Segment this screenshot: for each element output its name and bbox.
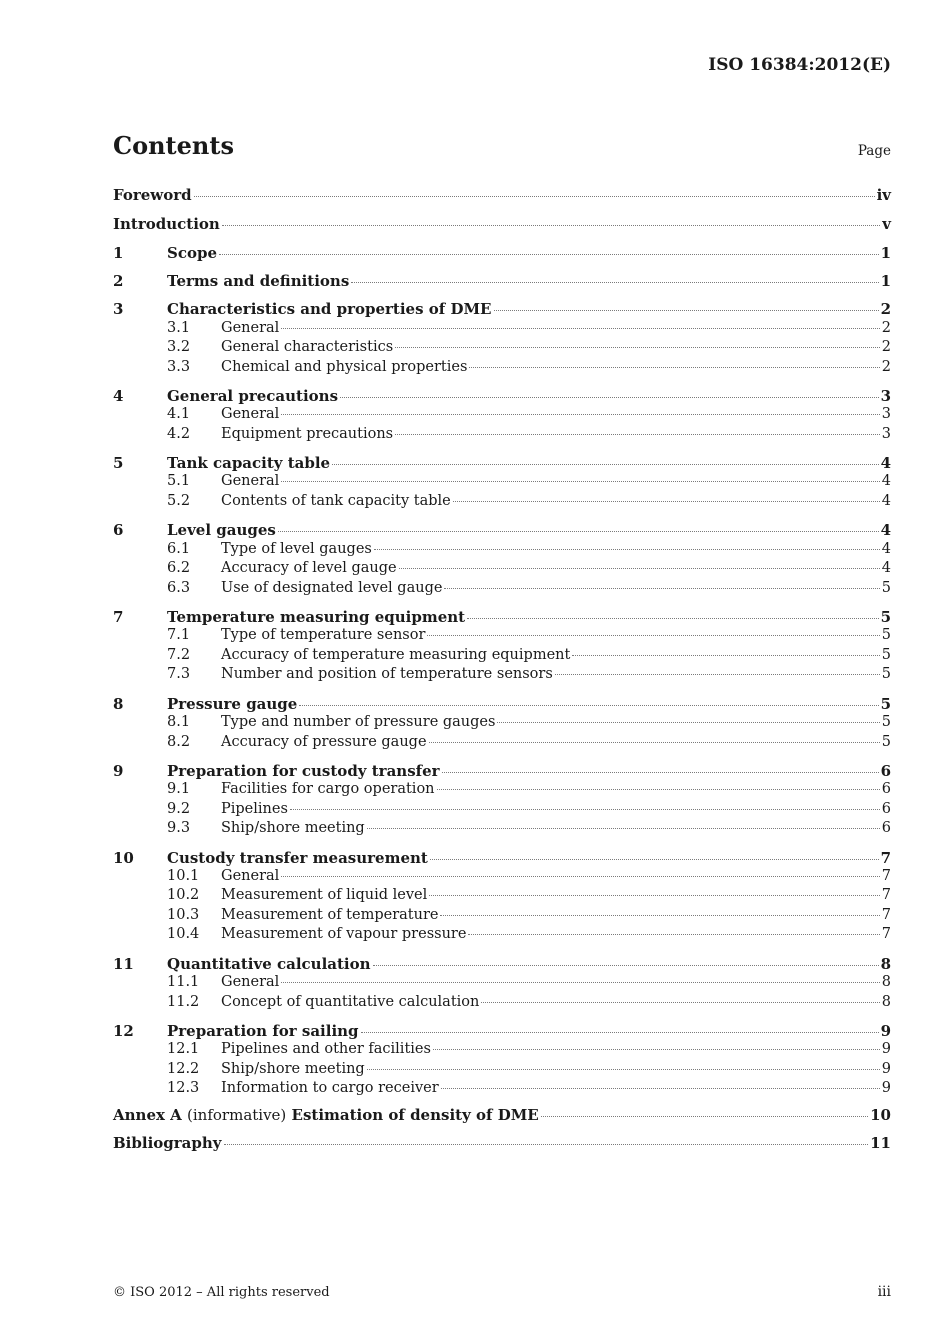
- section-number: 5: [113, 454, 124, 473]
- dot-leader: [430, 858, 879, 860]
- toc-entry-foreword[interactable]: [113, 186, 891, 215]
- dot-leader: [399, 567, 880, 569]
- dot-leader: [332, 463, 878, 465]
- toc-entry-label: [113, 1106, 539, 1124]
- section-title: Scope: [167, 244, 218, 262]
- subsection-title: Pipelines and other facilities: [221, 1041, 431, 1058]
- subsection-title: General: [221, 406, 280, 423]
- toc-subsection-9-3[interactable]: [113, 820, 891, 840]
- subsection-number: 3.3: [167, 358, 191, 375]
- subsection-page: 9: [881, 1041, 891, 1058]
- dot-leader: [467, 617, 878, 619]
- toc-section-8[interactable]: [113, 695, 891, 714]
- toc-subsection-10-1[interactable]: [113, 868, 891, 888]
- section-number: 11: [113, 954, 134, 973]
- toc-entry-label: Foreword: [113, 186, 192, 204]
- toc-subsection-11-2[interactable]: [113, 994, 891, 1014]
- subsection-number: 4.1: [167, 406, 191, 423]
- subsection-number: 5.2: [167, 492, 191, 509]
- section-title: Tank capacity table: [167, 454, 331, 473]
- dot-leader: [361, 1031, 879, 1033]
- subsection-number: 10.1: [167, 867, 200, 884]
- dot-leader: [340, 396, 879, 398]
- toc-subsection-9-1[interactable]: [113, 781, 891, 801]
- subsection-title: Number and position of temperature sensors: [221, 666, 553, 683]
- subsection-number: 6.2: [167, 560, 191, 577]
- subsection-number: 7.3: [167, 666, 191, 683]
- section-number: 6: [113, 521, 124, 540]
- section-title: Quantitative calculation: [167, 954, 371, 973]
- subsection-page: 5: [881, 733, 891, 750]
- section-number: 1: [113, 244, 124, 262]
- section-number: 12: [113, 1022, 134, 1041]
- section-page: 1: [880, 272, 891, 291]
- section-title: Preparation for custody transfer: [167, 762, 440, 780]
- subsection-page: 3: [881, 425, 891, 442]
- section-number: 10: [113, 848, 134, 867]
- section-page: 2: [880, 300, 891, 319]
- section-page: 8: [880, 954, 891, 973]
- dot-leader: [278, 530, 879, 532]
- document-id: ISO 16384:2012(E): [708, 55, 891, 75]
- toc-entry-page: 11: [870, 1134, 891, 1153]
- section-title: Preparation for sailing: [167, 1022, 359, 1041]
- section-page: 1: [880, 244, 891, 262]
- subsection-title: Use of designated level gauge: [221, 579, 443, 596]
- dot-leader: [429, 741, 880, 743]
- section-number: 2: [113, 272, 124, 291]
- subsection-number: 12.3: [167, 1080, 200, 1097]
- dot-leader: [395, 433, 880, 435]
- subsection-page: 5: [881, 666, 891, 683]
- section-title: Characteristics and properties of DME: [167, 300, 492, 319]
- section-page: 9: [880, 1022, 891, 1041]
- subsection-number: 9.2: [167, 800, 191, 817]
- subsection-number: 3.2: [167, 339, 191, 356]
- section-number: 8: [113, 694, 124, 713]
- toc-subsection-7-3[interactable]: [113, 666, 891, 686]
- subsection-title: General: [221, 319, 280, 336]
- toc-subsection-12-3[interactable]: [113, 1080, 891, 1100]
- subsection-title: Type and number of pressure gauges: [221, 714, 496, 730]
- page-column-label: Page: [857, 143, 891, 159]
- toc-subsection-7-1[interactable]: [113, 627, 891, 647]
- toc-section-4[interactable]: [113, 387, 891, 406]
- toc-entry-label: Bibliography: [113, 1134, 222, 1153]
- dot-leader: [429, 894, 880, 896]
- subsection-number: 10.2: [167, 887, 200, 904]
- subsection-number: 12.2: [167, 1060, 200, 1077]
- dot-leader: [433, 1048, 880, 1050]
- subsection-page: 7: [881, 887, 891, 904]
- subsection-title: Type of temperature sensor: [221, 627, 426, 644]
- dot-leader: [219, 253, 879, 255]
- subsection-title: Measurement of temperature: [221, 906, 439, 923]
- subsection-title: General characteristics: [221, 339, 394, 356]
- subsection-title: Chemical and physical properties: [221, 358, 468, 375]
- subsection-title: Accuracy of level gauge: [221, 560, 397, 577]
- dot-leader: [427, 634, 879, 636]
- subsection-title: Ship/shore meeting: [221, 1060, 365, 1077]
- dot-leader: [468, 933, 879, 935]
- section-number: 7: [113, 608, 124, 627]
- subsection-title: General: [221, 473, 280, 490]
- section-page: 5: [880, 608, 891, 627]
- toc-section-3[interactable]: [113, 300, 891, 319]
- toc-subsection-8-2[interactable]: [113, 734, 891, 754]
- toc-subsection-6-2[interactable]: [113, 560, 891, 580]
- toc-section-10[interactable]: [113, 849, 891, 868]
- toc-subsection-6-3[interactable]: [113, 580, 891, 600]
- subsection-page: 4: [881, 492, 891, 509]
- toc-subsection-4-2[interactable]: [113, 426, 891, 446]
- dot-leader: [481, 1001, 879, 1003]
- dot-leader: [224, 1143, 869, 1145]
- subsection-title: Type of level gauges: [221, 540, 372, 557]
- dot-leader: [290, 808, 880, 810]
- subsection-number: 8.1: [167, 714, 191, 730]
- toc-subsection-5-1[interactable]: [113, 473, 891, 493]
- subsection-number: 10.3: [167, 906, 200, 923]
- section-page: 5: [880, 694, 891, 713]
- annex-title: Estimation of density of DME: [291, 1105, 539, 1124]
- subsection-page: 4: [881, 540, 891, 557]
- subsection-page: 7: [881, 906, 891, 923]
- dot-leader: [440, 914, 879, 916]
- footer-page-number: iii: [877, 1284, 891, 1300]
- toc-subsection-10-4[interactable]: [113, 926, 891, 946]
- section-page: 4: [880, 454, 891, 473]
- dot-leader: [444, 587, 879, 589]
- section-title: Temperature measuring equipment: [167, 608, 466, 627]
- subsection-number: 11.2: [167, 993, 200, 1010]
- dot-leader: [281, 981, 879, 983]
- dot-leader: [555, 673, 880, 675]
- toc-entry-introduction[interactable]: [113, 215, 891, 244]
- section-title: Terms and definitions: [167, 272, 350, 291]
- section-number: 3: [113, 300, 124, 319]
- subsection-page: 2: [881, 339, 891, 356]
- dot-leader: [572, 654, 879, 656]
- toc-section-7[interactable]: [113, 608, 891, 627]
- toc-section-5[interactable]: [113, 454, 891, 473]
- subsection-title: General: [221, 974, 280, 991]
- subsection-number: 5.1: [167, 473, 191, 490]
- subsection-page: 5: [881, 579, 891, 596]
- subsection-page: 6: [881, 781, 891, 798]
- toc-subsection-6-1[interactable]: [113, 541, 891, 561]
- toc-entry-page: iv: [876, 186, 891, 204]
- dot-leader: [442, 771, 879, 773]
- subsection-number: 4.2: [167, 425, 191, 442]
- dot-leader: [453, 500, 880, 502]
- toc-subsection-3-2[interactable]: [113, 339, 891, 359]
- toc-subsection-4-1[interactable]: [113, 406, 891, 426]
- toc-subsection-10-3[interactable]: [113, 907, 891, 927]
- subsection-title: Pipelines: [221, 800, 288, 817]
- toc-section-2[interactable]: [113, 272, 891, 291]
- subsection-title: Concept of quantitative calculation: [221, 993, 480, 1010]
- toc-subsection-12-2[interactable]: [113, 1061, 891, 1081]
- toc-section-6[interactable]: [113, 521, 891, 540]
- dot-leader: [222, 224, 880, 226]
- toc-entry-page: v: [882, 214, 891, 233]
- subsection-page: 7: [881, 867, 891, 884]
- toc-entry-annex-a[interactable]: [113, 1106, 891, 1135]
- subsection-number: 3.1: [167, 319, 191, 336]
- annex-prefix: Annex A: [113, 1105, 182, 1124]
- toc-sections: [113, 244, 891, 1100]
- toc-subsection-3-3[interactable]: [113, 359, 891, 379]
- toc-entry-bibliography[interactable]: [113, 1134, 891, 1163]
- section-title: Pressure gauge: [167, 694, 298, 713]
- subsection-page: 2: [881, 358, 891, 375]
- section-number: 9: [113, 762, 124, 780]
- toc-subsection-9-2[interactable]: [113, 801, 891, 821]
- subsection-title: Information to cargo receiver: [221, 1080, 439, 1097]
- section-number: 4: [113, 387, 124, 406]
- dot-leader: [367, 1068, 880, 1070]
- toc-subsection-5-2[interactable]: [113, 493, 891, 513]
- dot-leader: [299, 704, 878, 706]
- toc-section-1[interactable]: [113, 244, 891, 263]
- dot-leader: [469, 366, 879, 368]
- subsection-number: 7.1: [167, 627, 191, 644]
- subsection-number: 9.3: [167, 820, 191, 837]
- subsection-page: 5: [881, 646, 891, 663]
- subsection-number: 11.1: [167, 974, 200, 991]
- subsection-number: 12.1: [167, 1041, 200, 1058]
- subsection-title: Contents of tank capacity table: [221, 492, 451, 509]
- dot-leader: [494, 309, 879, 311]
- subsection-page: 9: [881, 1080, 891, 1097]
- footer-copyright: © ISO 2012 – All rights reserved: [113, 1285, 330, 1300]
- toc-subsection-3-1[interactable]: [113, 320, 891, 340]
- toc-subsection-10-2[interactable]: [113, 887, 891, 907]
- subsection-page: 6: [881, 800, 891, 817]
- subsection-page: 8: [881, 993, 891, 1010]
- dot-leader: [374, 548, 880, 550]
- subsection-page: 6: [881, 820, 891, 837]
- dot-leader: [541, 1115, 868, 1117]
- page-title: Contents: [113, 131, 234, 160]
- dot-leader: [395, 346, 880, 348]
- subsection-page: 2: [881, 319, 891, 336]
- subsection-number: 10.4: [167, 926, 200, 943]
- toc-subsection-8-1[interactable]: [113, 714, 891, 734]
- dot-leader: [281, 413, 879, 415]
- section-page: 3: [880, 387, 891, 406]
- section-title: Level gauges: [167, 521, 276, 540]
- section-page: 6: [880, 762, 891, 780]
- subsection-page: 4: [881, 473, 891, 490]
- section-page: 7: [880, 848, 891, 867]
- dot-leader: [441, 1087, 880, 1089]
- subsection-title: Measurement of vapour pressure: [221, 926, 467, 943]
- dot-leader: [281, 327, 879, 329]
- toc-subsection-12-1[interactable]: [113, 1041, 891, 1061]
- subsection-title: Accuracy of pressure gauge: [221, 733, 427, 750]
- toc-section-9[interactable]: [113, 762, 891, 781]
- dot-leader: [437, 788, 880, 790]
- toc-entry-label: Introduction: [113, 214, 220, 233]
- section-title: Custody transfer measurement: [167, 848, 428, 867]
- subsection-title: Facilities for cargo operation: [221, 781, 435, 798]
- subsection-page: 4: [881, 560, 891, 577]
- toc-section-11[interactable]: [113, 955, 891, 974]
- subsection-page: 5: [881, 627, 891, 644]
- subsection-title: Ship/shore meeting: [221, 820, 365, 837]
- section-title: General precautions: [167, 387, 339, 406]
- section-page: 4: [880, 521, 891, 540]
- dot-leader: [351, 281, 878, 283]
- subsection-number: 7.2: [167, 646, 191, 663]
- dot-leader: [281, 875, 879, 877]
- subsection-number: 9.1: [167, 781, 191, 798]
- toc-subsection-11-1[interactable]: [113, 974, 891, 994]
- dot-leader: [373, 964, 879, 966]
- subsection-title: Equipment precautions: [221, 425, 394, 442]
- subsection-page: 3: [881, 406, 891, 423]
- subsection-title: General: [221, 867, 280, 884]
- subsection-number: 6.3: [167, 579, 191, 596]
- toc-subsection-7-2[interactable]: [113, 647, 891, 667]
- dot-leader: [367, 827, 880, 829]
- subsection-title: Measurement of liquid level: [221, 887, 428, 904]
- toc-section-12[interactable]: [113, 1022, 891, 1041]
- subsection-number: 8.2: [167, 733, 191, 750]
- subsection-page: 5: [881, 714, 891, 730]
- dot-leader: [194, 195, 875, 197]
- subsection-title: Accuracy of temperature measuring equipment: [221, 646, 571, 663]
- subsection-page: 8: [881, 974, 891, 991]
- annex-informative: (informative): [187, 1105, 287, 1124]
- dot-leader: [281, 480, 879, 482]
- table-of-contents: [113, 186, 891, 1163]
- subsection-page: 9: [881, 1060, 891, 1077]
- subsection-number: 6.1: [167, 540, 191, 557]
- subsection-page: 7: [881, 926, 891, 943]
- dot-leader: [497, 721, 879, 723]
- toc-entry-page: 10: [870, 1105, 891, 1124]
